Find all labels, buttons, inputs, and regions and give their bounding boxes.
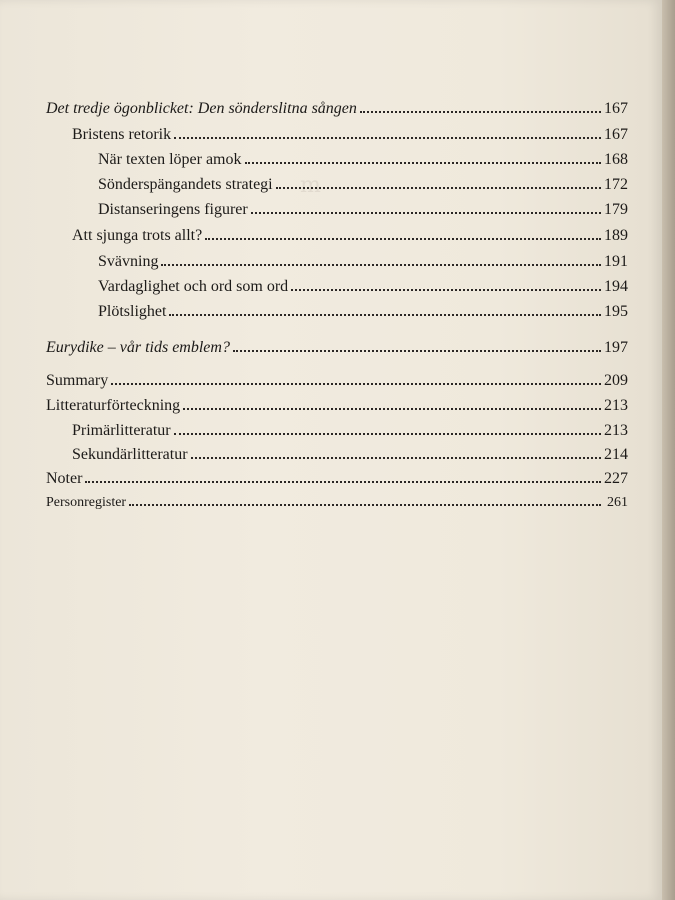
toc-entry	[46, 470, 628, 492]
toc-entry-label: När texten löper amok	[98, 151, 242, 168]
toc-entry-page: 195	[604, 303, 628, 320]
toc-entry	[46, 372, 628, 394]
toc-entry-label: Det tredje ögonblicket: Den sönderslitna sången	[46, 100, 357, 117]
dot-leader	[129, 503, 601, 506]
toc-entry-label: Primärlitteratur	[72, 422, 171, 439]
dot-leader	[174, 432, 601, 435]
toc-entry	[46, 495, 628, 517]
toc-entry-page: 172	[604, 176, 628, 193]
toc-entry-page: 189	[604, 227, 628, 244]
dot-leader	[161, 263, 601, 266]
toc-entry-label: Summary	[46, 372, 109, 389]
dot-leader	[174, 136, 601, 139]
toc-entry-label: Plötslighet	[98, 303, 167, 320]
dot-leader	[360, 110, 601, 113]
toc-entry	[46, 100, 628, 122]
dot-leader	[183, 407, 601, 410]
dot-leader	[251, 211, 601, 214]
toc-entry	[72, 446, 628, 468]
toc-entry	[98, 151, 628, 173]
dot-leader	[191, 456, 601, 459]
page-edge	[662, 0, 675, 900]
toc-entry-page: 209	[604, 372, 628, 389]
toc-entry	[98, 201, 628, 223]
toc-entry	[72, 126, 628, 148]
toc-entry-page: 168	[604, 151, 628, 168]
toc-entry-page: 227	[604, 470, 628, 487]
toc-entry-page: 197	[604, 339, 628, 356]
toc-entry	[98, 278, 628, 300]
toc-entry-page: 194	[604, 278, 628, 295]
dot-leader	[169, 313, 601, 316]
show-through: ⅿ	[300, 172, 321, 197]
dot-leader	[233, 349, 601, 352]
dot-leader	[111, 382, 601, 385]
toc-entry-page: 191	[604, 253, 628, 270]
dot-leader	[85, 480, 601, 483]
toc-entry-label: Sekundärlitteratur	[72, 446, 188, 463]
toc-entry-label: Noter	[46, 470, 83, 487]
toc-entry-label: Att sjunga trots allt?	[72, 227, 203, 244]
dot-leader	[205, 237, 601, 240]
toc-entry-label: Svävning	[98, 253, 159, 270]
toc-entry-label: Vardaglighet och ord som ord	[98, 278, 289, 295]
toc-entry	[98, 253, 628, 275]
toc-entry	[98, 176, 628, 198]
toc-entry-page: 179	[604, 201, 628, 218]
toc-entry-page: 167	[604, 100, 628, 117]
toc-entry-page: 213	[604, 397, 628, 414]
toc-entry	[46, 339, 628, 361]
dot-leader	[245, 161, 602, 164]
toc-entry	[98, 303, 628, 325]
toc-entry	[72, 422, 628, 444]
toc-entry-page: 213	[604, 422, 628, 439]
toc-entry-label: Personregister	[46, 495, 127, 510]
toc-entry-label: Litteraturförteckning	[46, 397, 181, 414]
dot-leader	[291, 288, 601, 291]
toc-entry-page: 261	[607, 495, 628, 510]
toc-entry-label: Bristens retorik	[72, 126, 172, 143]
dot-leader	[276, 186, 601, 189]
toc-entry-label: Distanseringens figurer	[98, 201, 248, 218]
toc-entry-label: Sönderspängandets strategi	[98, 176, 273, 193]
toc-entry-page: 167	[604, 126, 628, 143]
toc-entry	[46, 397, 628, 419]
toc-entry	[72, 227, 628, 249]
toc-entry-label: Eurydike – vår tids emblem?	[46, 339, 230, 356]
toc-entry-page: 214	[604, 446, 628, 463]
